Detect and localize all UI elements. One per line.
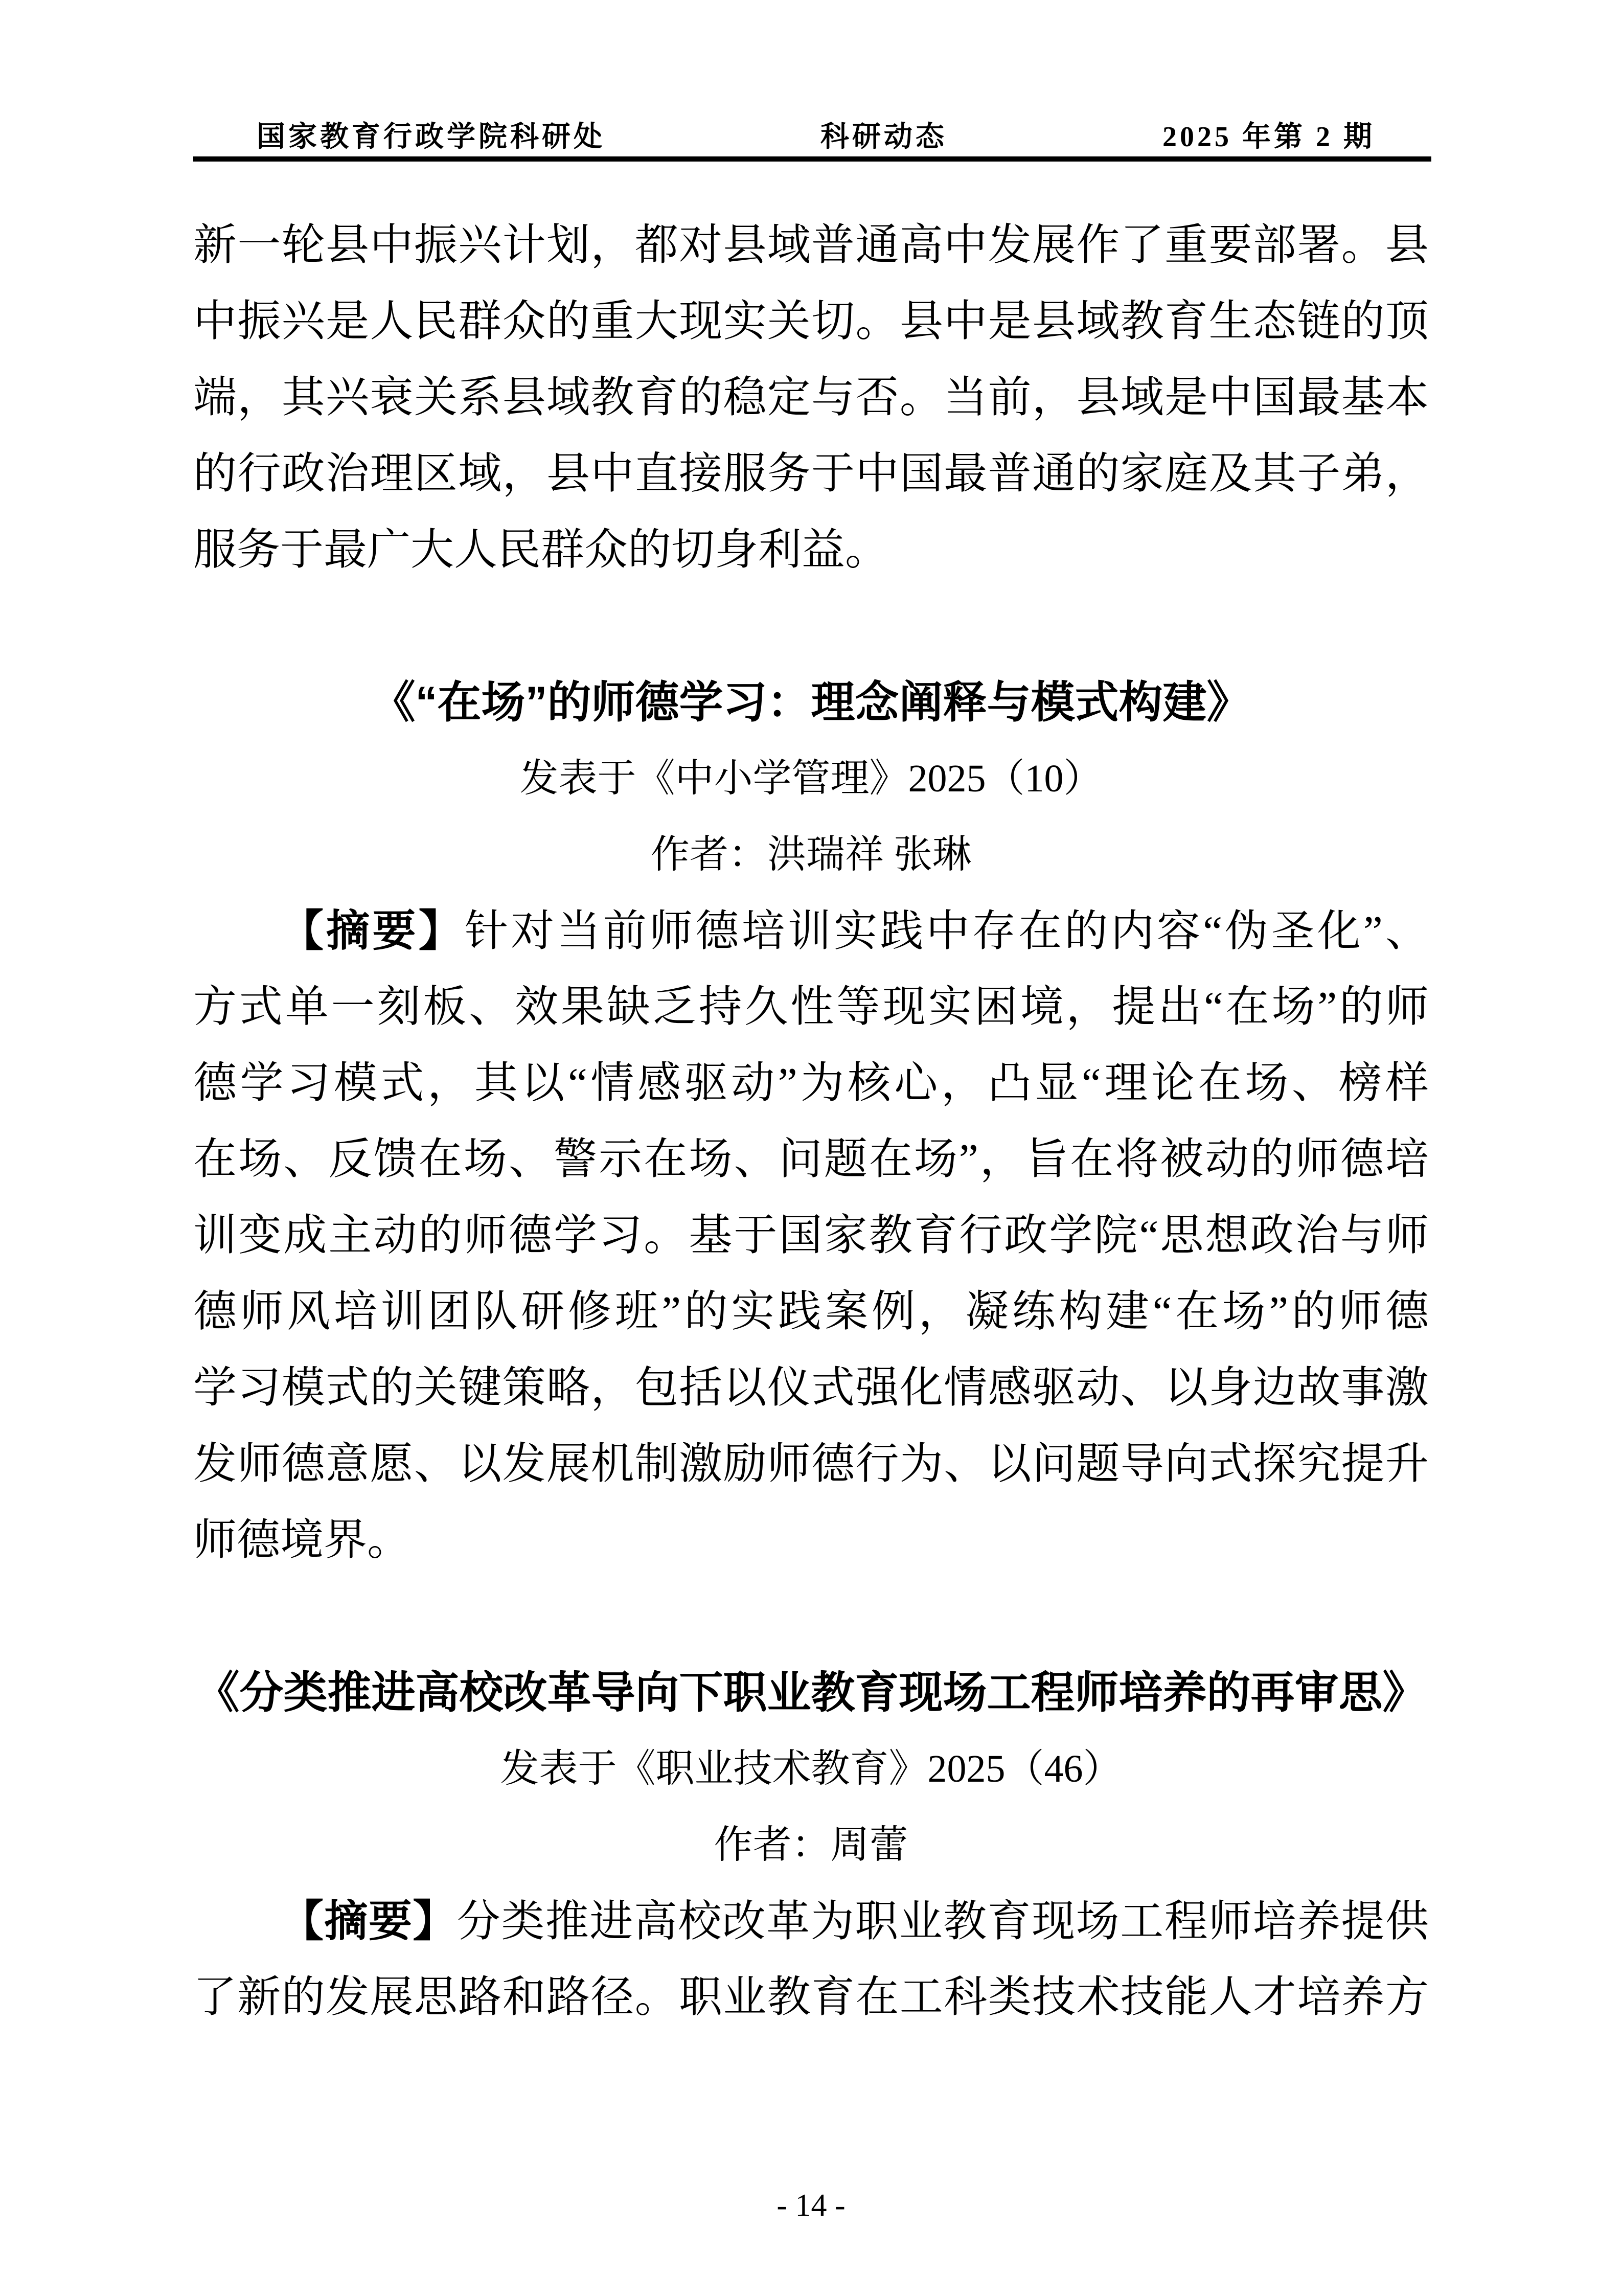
abstract-line: 训变成主动的师德学习。基于国家教育行政学院“思想政治与师 <box>193 1212 1429 1260</box>
abstract-line: 发师德意愿、以发展机制激励师德行为、以问题导向式探究提升 <box>193 1440 1429 1488</box>
abstract-label: 【摘要】 <box>280 1897 457 1946</box>
blank-line <box>193 1579 1429 1655</box>
abstract-line: 了新的发展思路和路径。职业教育在工科类技术技能人才培养方 <box>193 1973 1429 2021</box>
abstract-line: 德学习模式，其以“情感驱动”为核心，凸显“理论在场、榜样 <box>193 1059 1429 1107</box>
header-issue-number: 2025 年第 2 期 <box>1162 121 1375 153</box>
header-publication-name: 科研动态 <box>820 121 947 153</box>
header-org-name: 国家教育行政学院科研处 <box>257 121 605 153</box>
page-number: - 14 - <box>776 2188 846 2223</box>
paragraph-line: 的行政治理区域，县中直接服务于中国最普通的家庭及其子弟， <box>193 450 1429 498</box>
page-body <box>193 208 1429 2036</box>
paragraph-line: 服务于最广大人民群众的切身利益。 <box>193 526 889 574</box>
abstract-label: 【摘要】 <box>280 907 465 956</box>
paragraph-line: 中振兴是人民群众的重大现实关切。县中是县域教育生态链的顶 <box>193 298 1429 346</box>
header-divider-rule <box>193 156 1431 162</box>
page-header <box>193 119 1431 155</box>
abstract-line: 学习模式的关键策略，包括以仪式强化情感驱动、以身边故事激 <box>193 1364 1429 1412</box>
abstract-line: 德师风培训团队研修班”的实践案例，凝练构建“在场”的师德 <box>193 1288 1429 1336</box>
abstract-line: 在场、反馈在场、警示在场、问题在场”，旨在将被动的师德培 <box>193 1135 1429 1184</box>
article-title: 《“在场”的师德学习：理念阐释与模式构建》 <box>371 678 1251 727</box>
paragraph-line: 端，其兴衰关系县域教育的稳定与否。当前，县域是中国最基本 <box>193 374 1429 422</box>
paragraph-line: 新一轮县中振兴计划，都对县域普通高中发展作了重要部署。县 <box>193 221 1429 269</box>
article-publication-line: 发表于《职业技术教育》2025（46） <box>500 1747 1122 1790</box>
abstract-line: 方式单一刻板、效果缺乏持久性等现实困境，提出“在场”的师 <box>193 983 1429 1031</box>
abstract-line: 师德境界。 <box>193 1516 411 1564</box>
article-publication-line: 发表于《中小学管理》2025（10） <box>519 757 1103 800</box>
article-title: 《分类推进高校改革导向下职业教育现场工程师培养的再审思》 <box>195 1668 1427 1717</box>
article-authors-line: 作者：周蕾 <box>714 1824 908 1867</box>
abstract-text: 分类推进高校改革为职业教育现场工程师培养提供 <box>456 1898 1429 1946</box>
abstract-first-line <box>193 893 1429 969</box>
abstract-text: 针对当前师德培训实践中存在的内容“伪圣化”、 <box>465 907 1429 956</box>
article-authors-line: 作者：洪瑞祥 张琳 <box>651 833 971 876</box>
blank-line <box>193 588 1429 665</box>
abstract-first-line <box>193 1883 1429 1960</box>
